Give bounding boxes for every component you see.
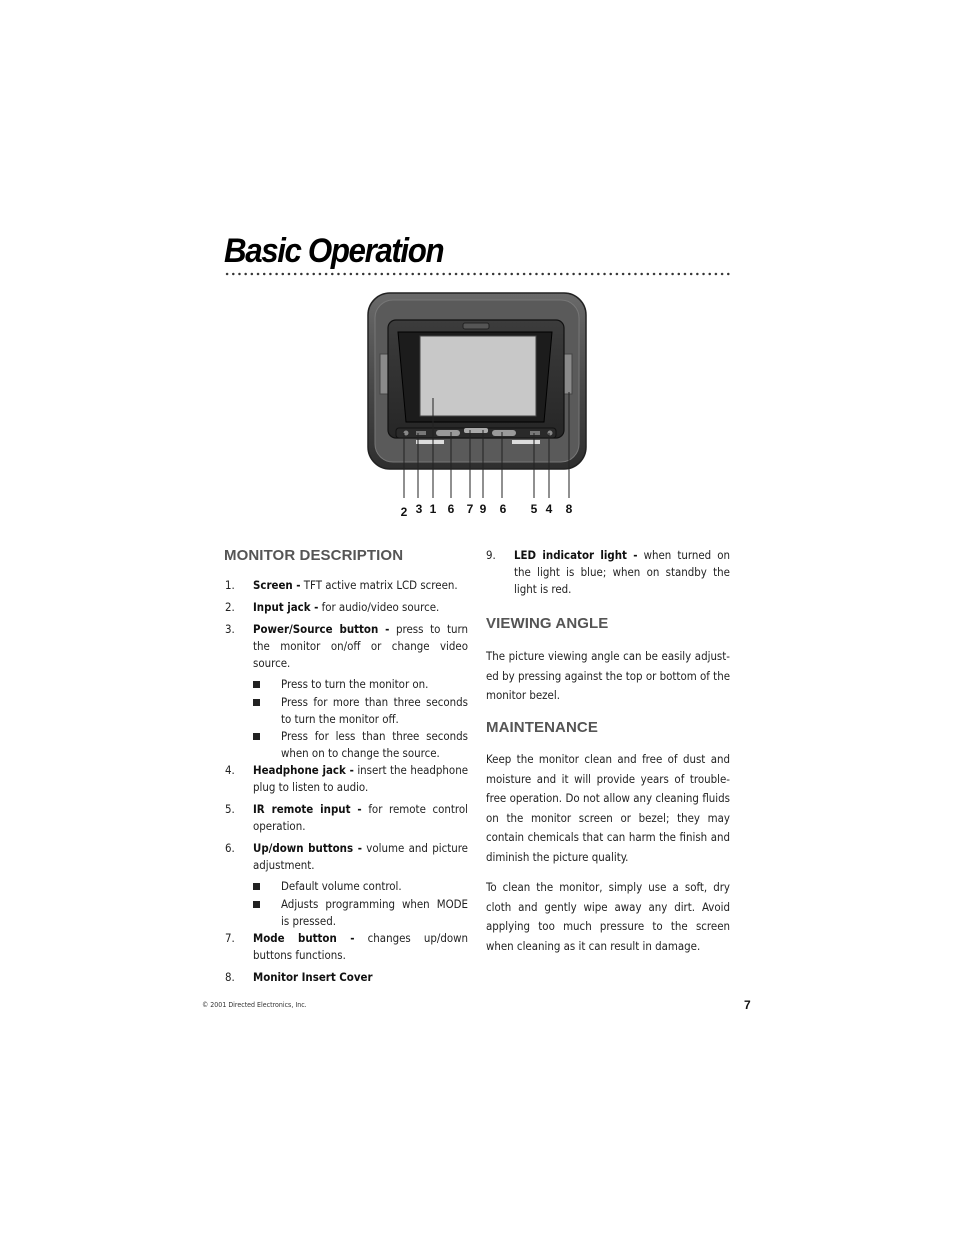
item-text: when turned on the light is blue; when on standby the light is red. [514, 548, 731, 596]
maintenance-section [486, 750, 730, 956]
list-item [225, 840, 468, 874]
item-label: IR remote input - [253, 802, 362, 816]
item-number: 4. [225, 763, 235, 777]
copyright-notice: © 2001 Directed Electronics, Inc. [202, 1001, 307, 1009]
item-text: volume and picture adjustment. [253, 841, 468, 872]
page-title: Basic Operation [224, 232, 444, 270]
bullet-item [225, 694, 468, 728]
item-label: Power/Source button - [253, 622, 390, 636]
item-label: LED indicator light - [514, 548, 638, 562]
bullet-item [225, 878, 468, 895]
list-item [225, 599, 468, 616]
square-bullet-icon [253, 681, 260, 688]
item-number: 9. [486, 548, 496, 562]
square-bullet-icon [253, 883, 260, 890]
led-item-block [486, 547, 730, 603]
item-text: TFT active matrix LCD screen. [300, 578, 458, 592]
bullet-text: Press for more than three seconds to turn the monitor off. [281, 695, 468, 726]
square-bullet-icon [253, 901, 260, 908]
callout-label: 5 [530, 502, 538, 516]
item-number: 6. [225, 841, 235, 855]
bullet-item [225, 728, 468, 762]
list-item [225, 577, 468, 594]
dotted-divider [224, 272, 732, 276]
list-item [486, 547, 730, 598]
maintenance-heading: MAINTENANCE [486, 719, 598, 736]
item-number: 2. [225, 600, 235, 614]
callout-label: 8 [565, 502, 573, 516]
item-label: Headphone jack - [253, 763, 354, 777]
page-number: 7 [744, 998, 751, 1012]
bullet-text: Press for less than three seconds when on to change the source. [281, 729, 468, 760]
item-number: 1. [225, 578, 235, 592]
item-label: Input jack - [253, 600, 319, 614]
maintenance-paragraph: To clean the monitor, simply use a soft, dry cloth and gently wipe away any dirt. Avoid applying too much pressure to the screen when cleaning as it can result in damage. [486, 880, 730, 953]
maintenance-paragraph: Keep the monitor clean and free of dust and moisture and it will provide years of trouble-free operation. Do not allow any cleaning fluids on the monitor screen or bezel; they may contain chemicals that can harm the finish and diminish the picture quality. [486, 752, 730, 864]
item-label: Mode button - [253, 931, 355, 945]
list-item [225, 930, 468, 964]
list-item [225, 762, 468, 796]
bullet-item [225, 896, 468, 930]
callout-label: 4 [545, 502, 553, 516]
list-item [225, 969, 468, 986]
item-label: Monitor Insert Cover [253, 970, 373, 984]
callout-label: 9 [479, 502, 487, 516]
item-text: for remote control operation. [253, 802, 468, 833]
monitor-description-heading: MONITOR DESCRIPTION [224, 547, 404, 564]
viewing-angle-heading: VIEWING ANGLE [486, 615, 609, 632]
square-bullet-icon [253, 733, 260, 740]
monitor-description-list [225, 577, 468, 991]
item-number: 5. [225, 802, 235, 816]
item-text: insert the headphone plug to listen to audio. [253, 763, 468, 794]
callout-label: 7 [466, 502, 474, 516]
item-text: for audio/video source. [318, 600, 440, 614]
monitor-illustration [366, 290, 590, 520]
item-label: Up/down buttons - [253, 841, 362, 855]
list-item [225, 801, 468, 835]
list-item [225, 621, 468, 672]
monitor-drawing [366, 290, 590, 520]
viewing-angle-text: The picture viewing angle can be easily adjust-ed by pressing against the top or bottom of the monitor bezel. [486, 649, 730, 702]
callout-label: 6 [447, 502, 455, 516]
item-label: Screen - [253, 578, 301, 592]
item-text: press to turn the monitor on/off or change video source. [253, 622, 468, 670]
viewing-angle-section [486, 647, 730, 706]
square-bullet-icon [253, 699, 260, 706]
callout-label: 6 [499, 502, 507, 516]
item-number: 8. [225, 970, 235, 984]
bullet-item [225, 676, 468, 693]
callout-label: 2 [400, 505, 408, 519]
item-number: 3. [225, 622, 235, 636]
bullet-text: Press to turn the monitor on. [281, 677, 429, 691]
callout-label: 3 [415, 502, 423, 516]
item-text: changes up/down buttons functions. [253, 931, 468, 962]
bullet-text: Default volume control. [281, 879, 402, 893]
bullet-text: Adjusts programming when MODE is pressed. [281, 897, 468, 928]
item-number: 7. [225, 931, 235, 945]
callout-label: 1 [429, 502, 437, 516]
